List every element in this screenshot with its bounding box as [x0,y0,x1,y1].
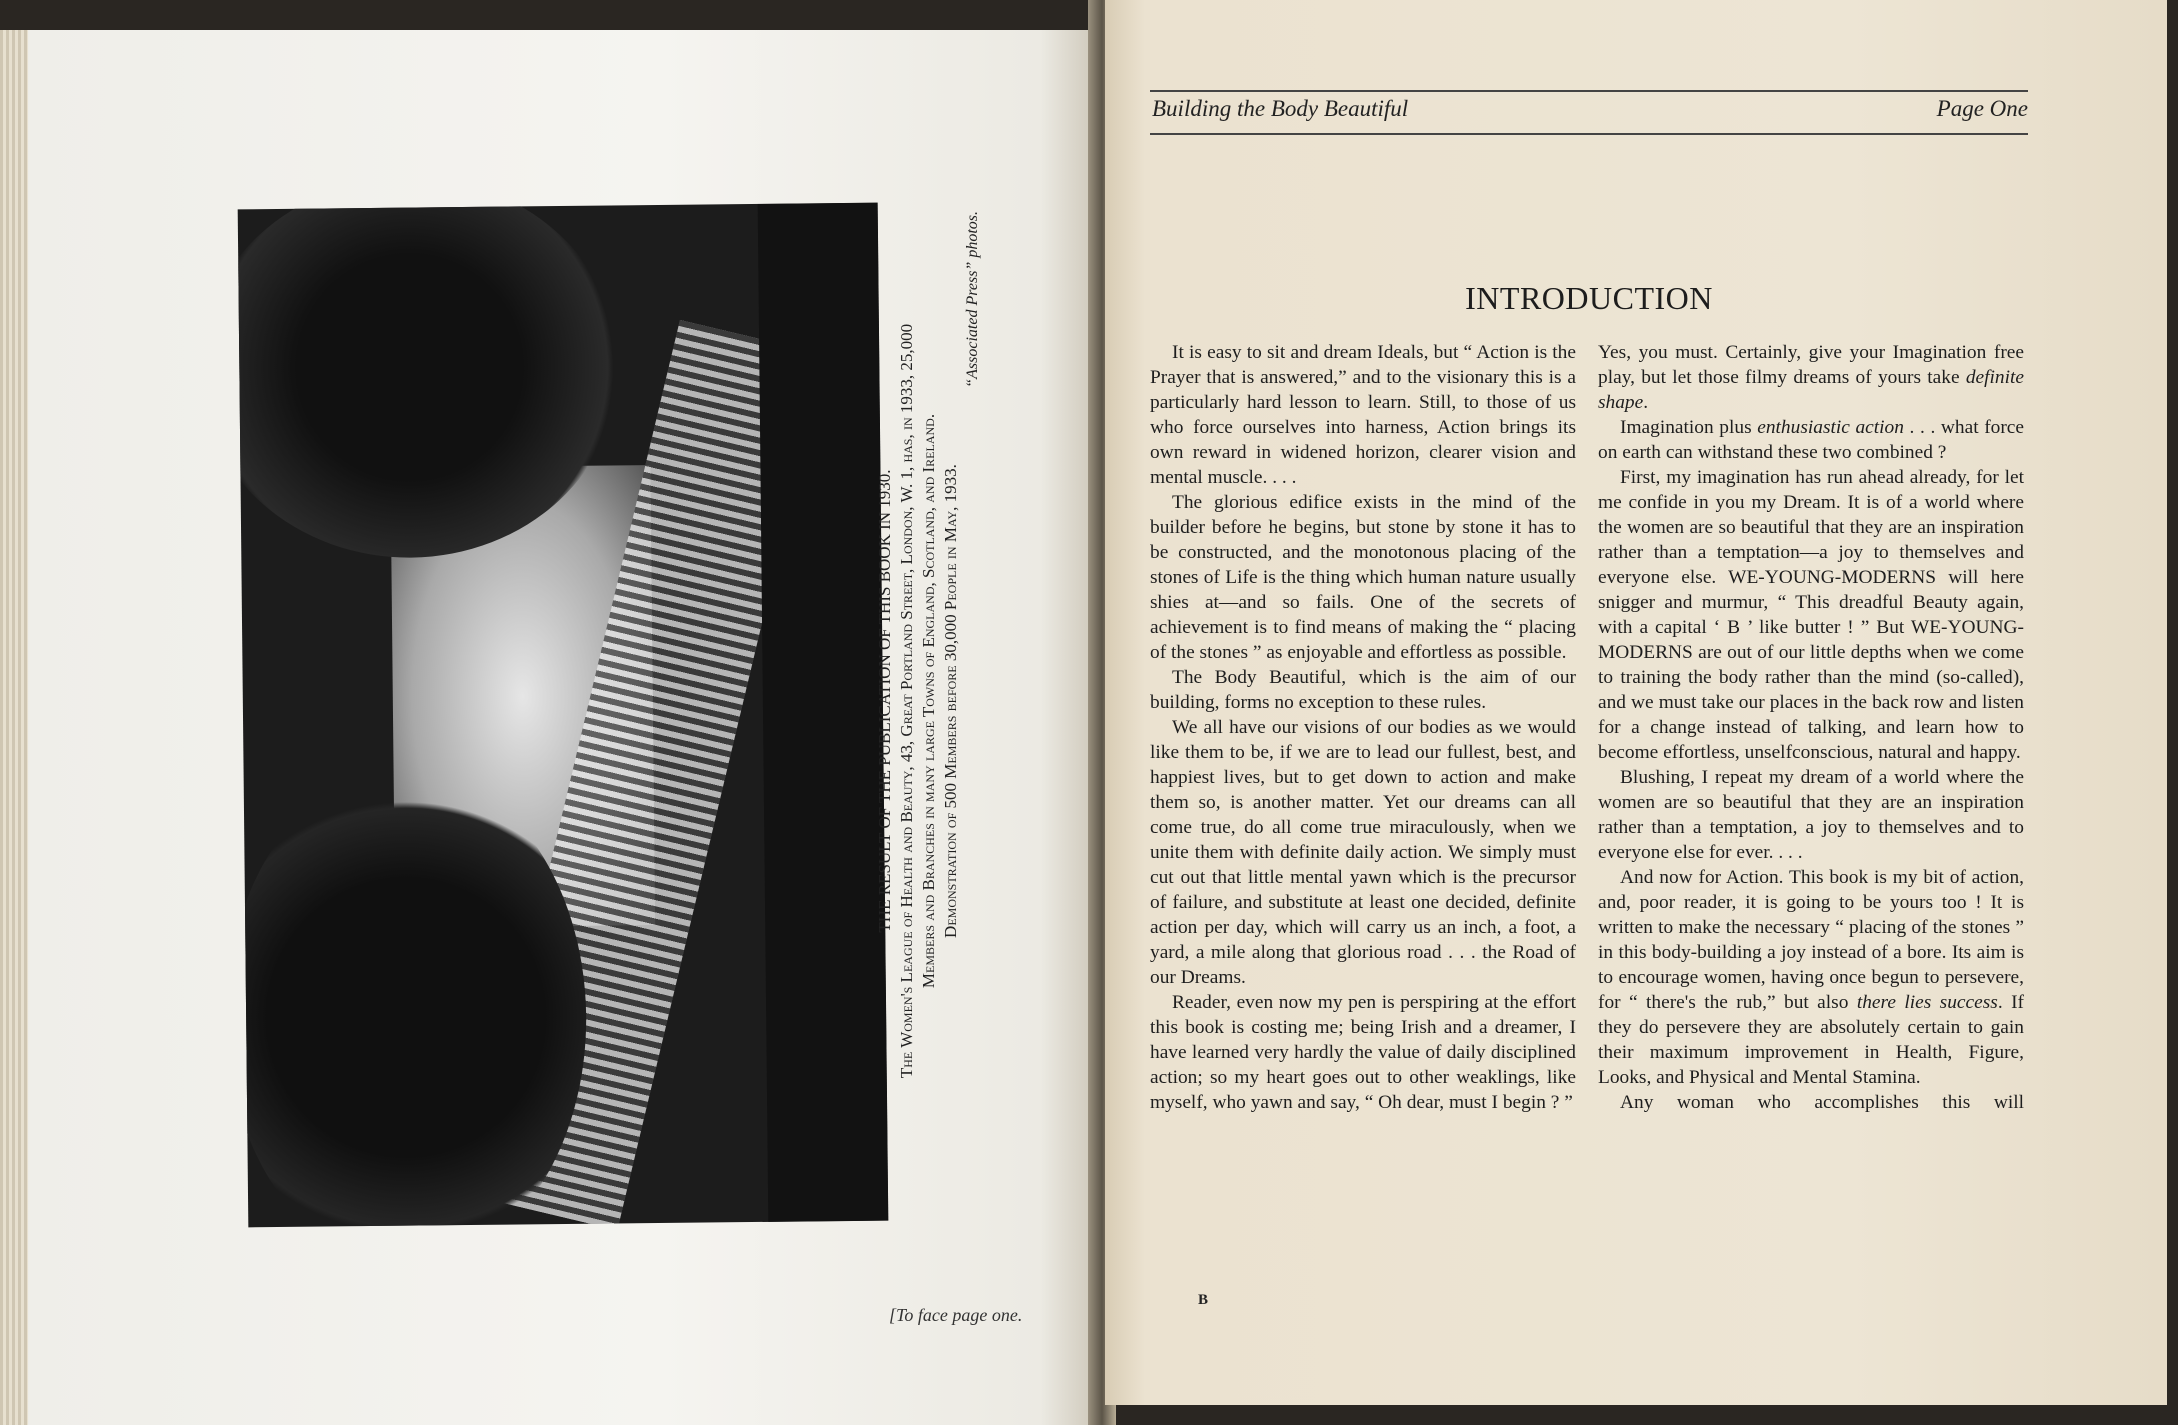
caption-line: Members and Branches in many large Towns of England, Scotland, and Ireland. [919,413,938,989]
paragraph: It is easy to sit and dream Ideals, but “ Action is the Prayer that is answered,” and to the visionary this is a particularly hard lesson to learn. Still, to those of us who force ourselves into harness, Action brings its own reward in widened horizon, clearer vision and mental muscle. . . . [1150,342,1576,488]
frontispiece-photo [238,203,889,1228]
paragraph [1598,415,2024,465]
running-head-page: Page One [1936,96,2028,121]
paragraph [1598,340,2024,415]
header-rule-bottom [1150,133,2028,135]
facing-note: [To face page one. [889,1305,1023,1325]
paragraph: The Body Beautiful, which is the aim of our building, forms no exception to these rules. [1150,667,1576,713]
page-edges [0,30,28,1425]
signature-mark: B [1198,1292,1209,1308]
chapter-title: INTRODUCTION [1465,280,1713,316]
caption-line: The Women's League of Health and Beauty, 43, Great Portland Street, London, W. 1, has, in 1933, 25,000 [897,323,916,1079]
caption-line: Demonstration of 500 Members before 30,000 People in May, 1933. [941,464,960,938]
text-column-left [1150,340,1576,1115]
paragraph: Reader, even now my pen is perspiring at the effort this book is costing me; being Irish and a dreamer, I have learned very hardly the value of daily disciplined action; so my heart goes out to other weaklings, like myself, who yawn and say, “ Oh dear, must I begin ? ” [1150,992,1576,1113]
text: Imagination plus [1620,417,1758,438]
text: And now for Action. This book is my bit of action, and, poor reader, it is going to be yours too ! It is written to make the necessary “ placing of the stones ” in this body-building a joy instead of a bore. Its aim is to encourage women, having once begun to persevere, for “ there's the rub,” but also [1598,867,2024,1013]
paragraph: Blushing, I repeat my dream of a world where the women are so beautiful that they are an inspiration rather than a temptation, a joy to themselves and to everyone else for ever. . . . [1598,767,2024,863]
italic-text: enthusiastic action [1757,417,1904,438]
text-column-right [1598,340,2024,1115]
text: . . . what force on earth can withstand these two combined ? [1598,417,2025,463]
paragraph: We all have our visions of our bodies as we would like them to be, if we are to lead our fullest, best, and happiest lives, but to get down to action and make them so, is another matter. Yet our dreams can all come true, do all come true miraculously, when we unite them with definite daily action. We simply must cut out that little mental yawn which is the precursor of failure, and substitute at least one decided, definite action per day, which will carry us an inch, a foot, a yard, a mile along that glorious road . . . the Road of our Dreams. [1150,717,1576,988]
photo-shadow [758,203,889,1222]
paragraph: The glorious edifice exists in the mind of the builder before he begins, but stone by stone it has to be constructed, and the monotonous placing of the stones of Life is the thing which human nature usually shies at—and so fails. One of the secrets of achievement is to find means of making the “ placing of the stones ” as enjoyable and effortless as possible. [1150,492,1576,663]
paragraph: First, my imagination has run ahead already, for let me confide in you my Dream. It is of a world where the women are so beautiful that they are an inspiration rather than a temptation—a joy to themselves and everyone else. WE-YOUNG-MODERNS will here snigger and murmur, “ This dreadful Beauty again, with a capital ‘ B ’ like butter ! ” But WE-YOUNG-MODERNS are out of our little depths when we come to training the body rather than the mind (so-called), and we must take our places in the back row and listen for a change instead of talking, and learn how to become effortless, unselfconscious, natural and happy. [1598,467,2024,763]
text: . [1643,392,1649,413]
italic-text: there lies success [1856,992,1998,1013]
photo-credit: “Associated Press” photos. [964,211,981,388]
italic-text: definite shape [1598,367,2024,413]
paragraph [1598,865,2024,1090]
header-rule-top [1150,90,2028,92]
running-head-title: Building the Body Beautiful [1152,96,1409,121]
text: Yes, you must. Certainly, give your Imagination free play, but let those filmy dreams of yours take [1598,342,2024,388]
paragraph: Any woman who accomplishes this will [1620,1092,2024,1113]
text: . If they do persevere they are absolutely certain to gain their maximum improvement in Health, Figure, Looks, and Physical and Mental Stamina. [1598,992,2024,1088]
photo-caption [874,201,986,1201]
caption-line: THE RESULT OF THE PUBLICATION OF THIS BOOK IN 1930. [875,469,894,933]
